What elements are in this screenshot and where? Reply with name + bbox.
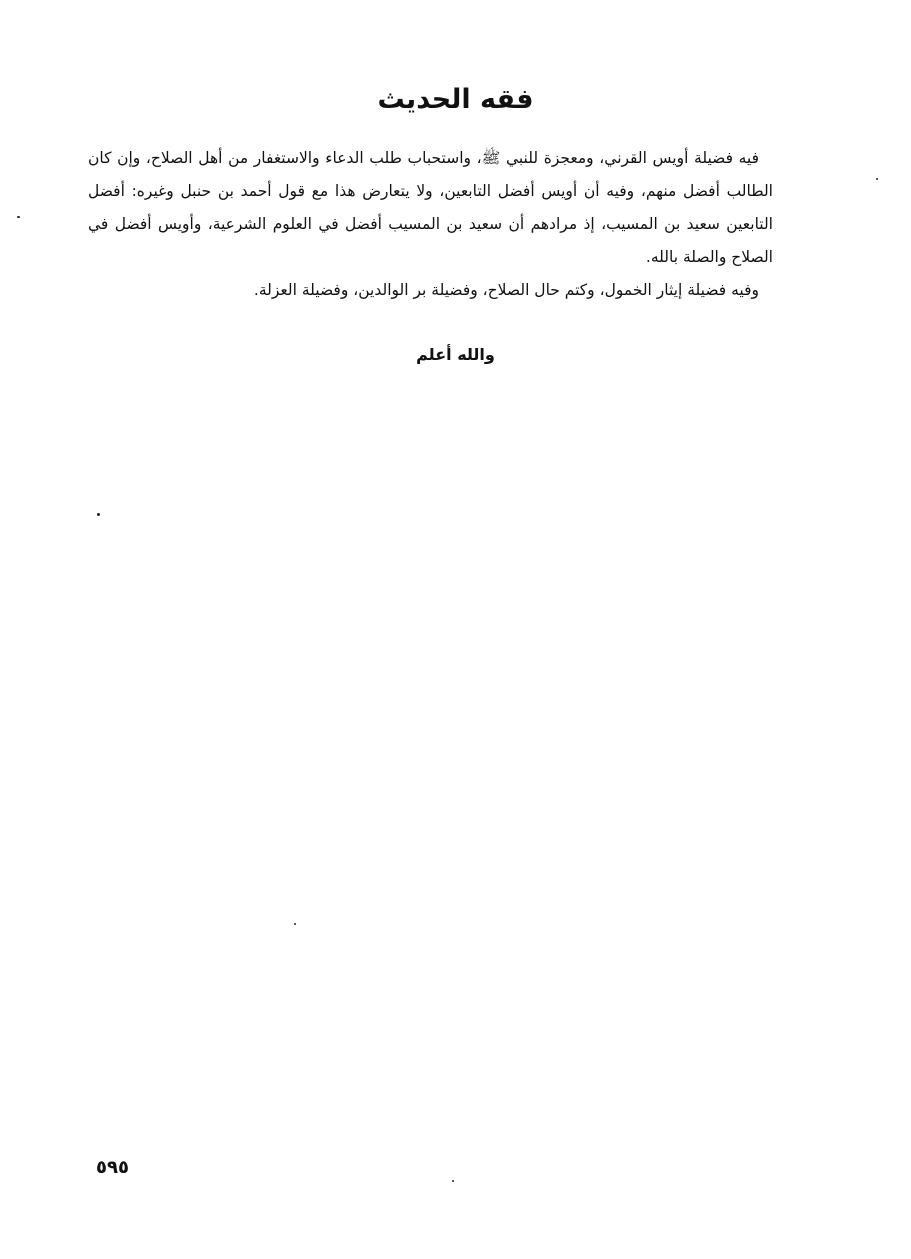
scan-speck (452, 1180, 454, 1182)
section-title: فقه الحديث (377, 84, 534, 115)
paragraph-hadith-jurisprudence: فيه فضيلة أويس القرني، ومعجزة للنبي ﷺ، واستحباب طلب الدعاء والاستغفار من أهل الصلاح، وإن كان الطالب أفضل منهم، وفيه أن أويس أفضل التابعين، ولا يتعارض هذا مع قول أحمد بن حنبل وغيره: أفضل التابعين سعيد بن المسيب، إذ مرادهم أن سعيد بن المسيب أفضل في العلوم الشرعية، وأويس أفضل في الصلاح والصلة بالله. (88, 149, 773, 266)
scan-speck (876, 178, 878, 180)
scan-speck (294, 923, 296, 925)
body-text (88, 142, 773, 307)
scan-speck (17, 216, 20, 218)
page-number: ٥٩٥ (96, 1157, 129, 1178)
closing-phrase: والله أعلم (416, 345, 495, 364)
scan-speck (97, 513, 100, 516)
paragraph-virtues: وفيه فضيلة إيثار الخمول، وكتم حال الصلاح، وفضيلة بر الوالدين، وفضيلة العزلة. (253, 281, 759, 299)
